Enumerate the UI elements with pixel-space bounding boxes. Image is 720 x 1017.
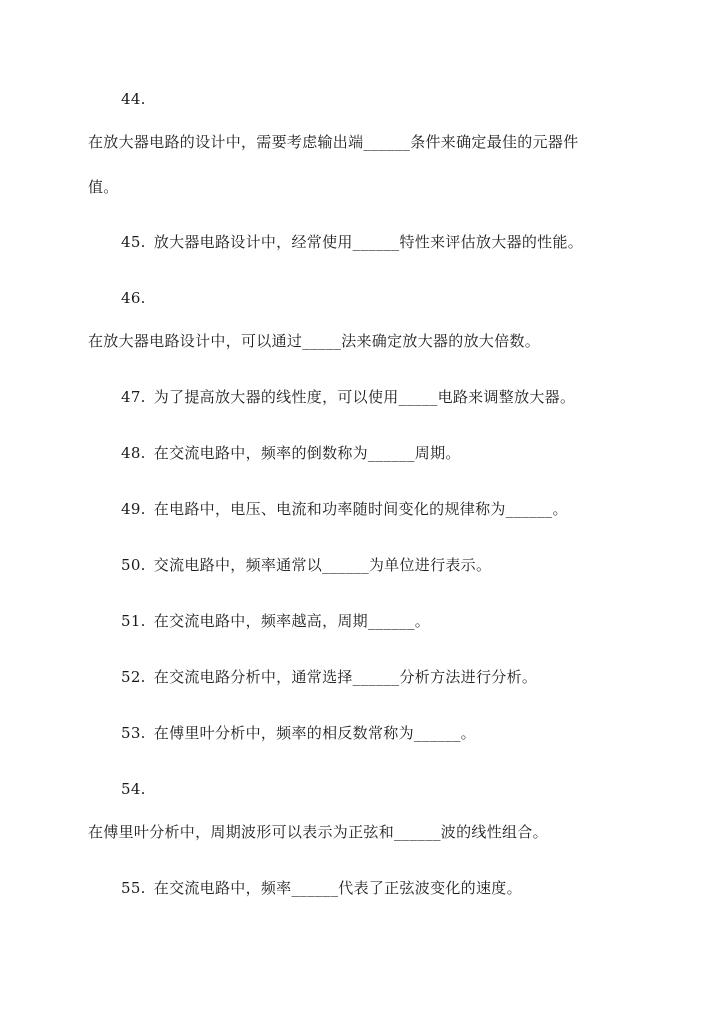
question-44-text: 在放大器电路的设计中，需要考虑输出端______条件来确定最佳的元器件 (88, 133, 579, 151)
question-text: 在傅里叶分析中，频率的相反数常称为______。 (153, 724, 476, 742)
question-44-number: 44. (121, 90, 146, 108)
question-text: 为了提高放大器的线性度，可以使用_____电路来调整放大器。 (153, 388, 576, 406)
question-54-number: 54. (121, 780, 146, 798)
question-text: 在电路中，电压、电流和功率随时间变化的规律称为______。 (153, 500, 568, 518)
question-45 (121, 231, 583, 253)
question-53 (121, 722, 476, 744)
question-text: 在交流电路中，频率______代表了正弦波变化的速度。 (153, 879, 522, 897)
question-text: 在交流电路中，频率的倒数称为______周期。 (153, 444, 461, 462)
question-48 (121, 442, 461, 464)
question-54-text: 在傅里叶分析中，周期波形可以表示为正弦和______波的线性组合。 (88, 823, 548, 841)
question-number: 47. (121, 388, 146, 406)
question-49 (121, 498, 568, 520)
question-55 (121, 877, 522, 899)
question-47 (121, 386, 575, 408)
question-50 (121, 554, 491, 576)
question-number: 53. (121, 724, 146, 742)
question-number: 52. (121, 668, 146, 686)
question-text: 在交流电路中，频率越高，周期______。 (153, 612, 431, 630)
question-46-number: 46. (121, 289, 146, 307)
question-44-text-continuation: 值。 (88, 178, 119, 196)
question-number: 51. (121, 612, 146, 630)
question-number: 45. (121, 233, 146, 251)
question-number: 50. (121, 556, 146, 574)
question-text: 在交流电路分析中，通常选择______分析方法进行分析。 (153, 668, 538, 686)
question-46-text: 在放大器电路设计中，可以通过_____法来确定放大器的放大倍数。 (88, 332, 541, 350)
question-text: 放大器电路设计中，经常使用______特性来评估放大器的性能。 (153, 233, 584, 251)
question-number: 55. (121, 879, 146, 897)
question-text: 交流电路中，频率通常以______为单位进行表示。 (153, 556, 492, 574)
question-number: 49. (121, 500, 146, 518)
question-52 (121, 666, 537, 688)
question-51 (121, 610, 430, 632)
question-number: 48. (121, 444, 146, 462)
